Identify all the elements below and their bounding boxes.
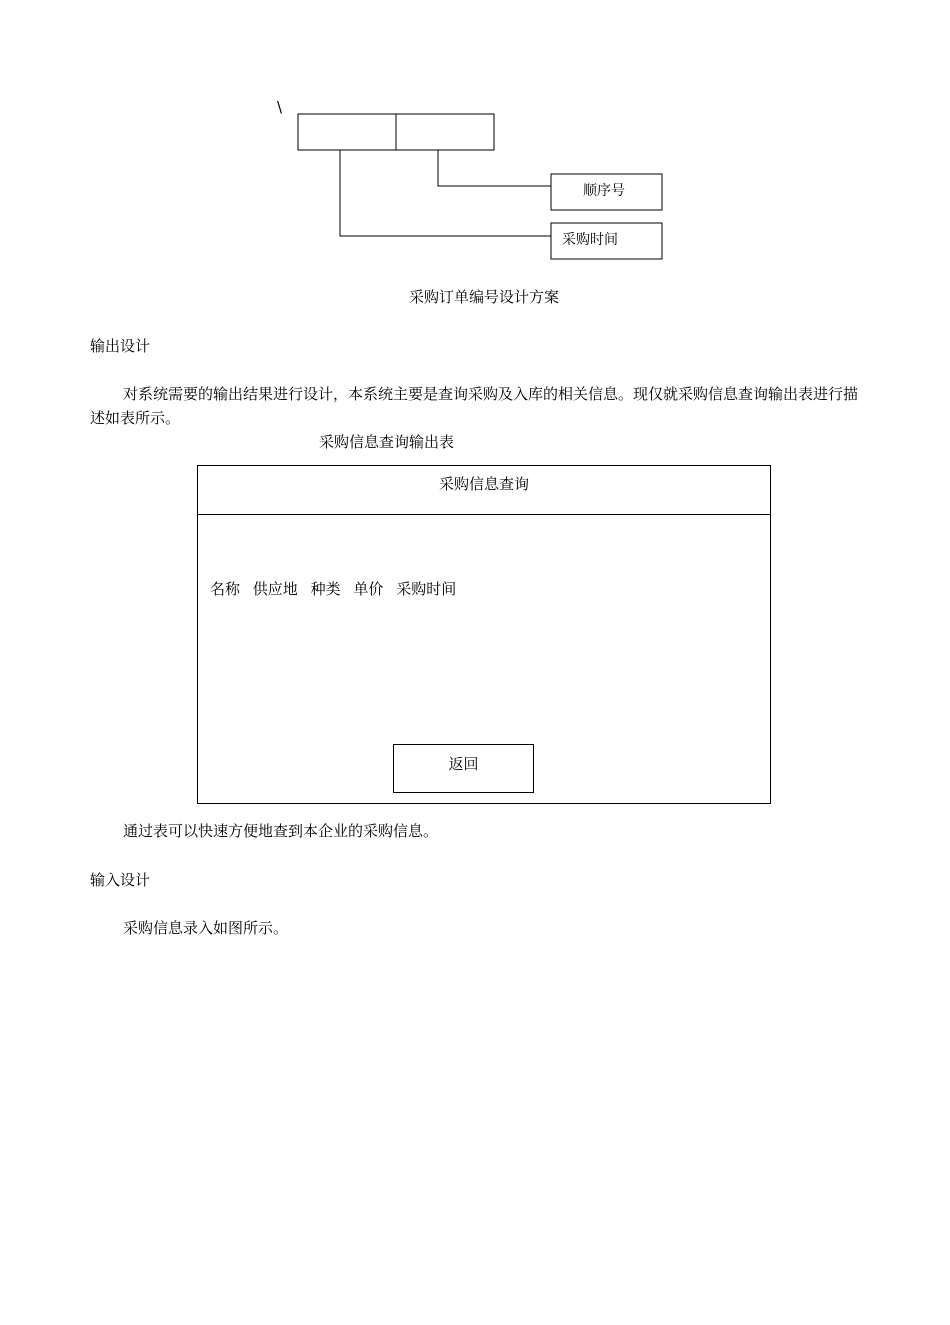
query-form-title: 采购信息查询 xyxy=(438,475,529,493)
order-number-segment-date xyxy=(298,114,396,150)
field-name: 名称 xyxy=(210,580,241,598)
connector-purchase-time xyxy=(340,150,551,236)
table-caption: 采购信息查询输出表 xyxy=(319,433,455,451)
field-supply-place: 供应地 xyxy=(252,580,298,598)
section-heading-output: 输出设计 xyxy=(90,337,151,355)
label-purchase-time: 采购时间 xyxy=(562,232,618,248)
diagram-caption: 采购订单编号设计方案 xyxy=(409,288,560,306)
query-form-divider xyxy=(198,514,770,515)
field-purchase-time: 采购时间 xyxy=(396,580,457,598)
stray-backslash-mark: \ xyxy=(277,98,283,116)
section-heading-input: 输入设计 xyxy=(90,871,151,889)
order-number-segment-sequence xyxy=(396,114,494,150)
paragraph-output-description: 对系统需要的输出结果进行设计，本系统主要是查询采购及入库的相关信息。现仅就采购信息查询输出表进行描述如表所示。 xyxy=(90,385,859,427)
order-number-diagram-lines xyxy=(0,0,950,300)
label-sequence: 顺序号 xyxy=(583,183,625,199)
field-category: 种类 xyxy=(310,580,341,598)
query-output-form xyxy=(197,465,771,804)
query-field-list xyxy=(210,578,464,599)
connector-sequence xyxy=(438,150,551,186)
paragraph-after-table: 通过表可以快速方便地查到本企业的采购信息。 xyxy=(123,822,439,840)
return-button[interactable]: 返回 xyxy=(393,744,534,793)
field-unit-price: 单价 xyxy=(353,580,384,598)
paragraph-input-description: 采购信息录入如图所示。 xyxy=(123,919,289,937)
